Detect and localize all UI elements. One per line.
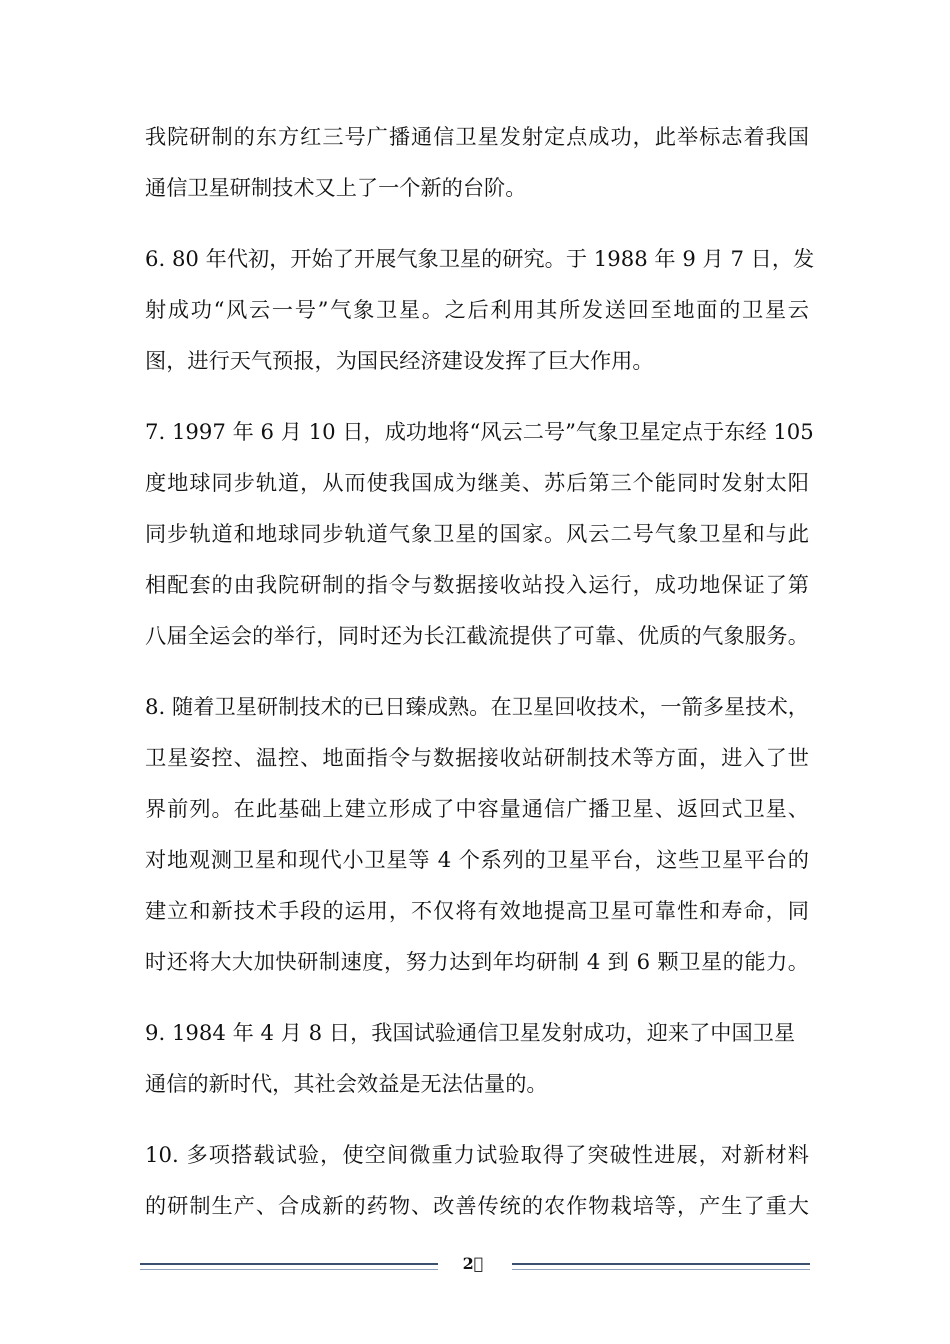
text-line: 7. 1997 年 6 月 10 日，成功地将“风云二号”气象卫星定点于东经 105 — [145, 419, 814, 444]
text-line: 界前列。在此基础上建立形成了中容量通信广播卫星、返回式卫星、 — [145, 796, 809, 821]
text-line: 我院研制的东方红三号广播通信卫星发射定点成功，此举标志着我国 — [145, 124, 809, 149]
paragraph — [145, 681, 809, 987]
footer-rule-right-bottom — [512, 1269, 810, 1270]
footer-rule-left-bottom — [140, 1269, 438, 1270]
text-line: 图，进行天气预报，为国民经济建设发挥了巨大作用。 — [145, 348, 654, 373]
text-line: 时还将大大加快研制速度，努力达到年均研制 4 到 6 颗卫星的能力。 — [145, 949, 809, 974]
text-line: 9. 1984 年 4 月 8 日，我国试验通信卫星发射成功，迎来了中国卫星 — [145, 1020, 796, 1045]
text-line: 6. 80 年代初，开始了开展气象卫星的研究。于 1988 年 9 月 7 日，发 — [145, 246, 815, 271]
text-line: 对地观测卫星和现代小卫星等 4 个系列的卫星平台，这些卫星平台的 — [145, 847, 809, 872]
text-line: 10. 多项搭载试验，使空间微重力试验取得了突破性进展，对新材料 — [145, 1142, 809, 1167]
text-line: 通信卫星研制技术又上了一个新的台阶。 — [145, 175, 527, 200]
footer-rule-left-top — [140, 1263, 438, 1265]
page-footer — [0, 1252, 950, 1292]
paragraph — [145, 233, 815, 386]
text-line: 8. 随着卫星研制技术的已日臻成熟。在卫星回收技术，一箭多星技术， — [145, 694, 809, 719]
document-body — [145, 111, 815, 1231]
page-number: 2  — [462, 1254, 484, 1273]
text-line: 通信的新时代，其社会效益是无法估量的。 — [145, 1071, 548, 1096]
text-line: 同步轨道和地球同步轨道气象卫星的国家。风云二号气象卫星和与此 — [145, 521, 809, 546]
text-line: 的研制生产、合成新的药物、改善传统的农作物栽培等，产生了重大 — [145, 1193, 809, 1218]
text-line: 射成功“风云一号”气象卫星。之后利用其所发送回至地面的卫星云 — [145, 297, 809, 322]
paragraph — [145, 1007, 809, 1109]
text-line: 度地球同步轨道，从而使我国成为继美、苏后第三个能同时发射太阳 — [145, 470, 809, 495]
footer-rule-right-top — [512, 1263, 810, 1265]
paragraph — [145, 406, 814, 661]
text-line: 建立和新技术手段的运用，不仅将有效地提高卫星可靠性和寿命，同 — [145, 898, 809, 923]
paragraph — [145, 111, 809, 213]
text-line: 八届全运会的举行，同时还为长江截流提供了可靠、优质的气象服务。 — [145, 623, 809, 648]
text-line: 卫星姿控、温控、地面指令与数据接收站研制技术等方面，进入了世 — [145, 745, 809, 770]
paragraph — [145, 1129, 809, 1231]
text-line: 相配套的由我院研制的指令与数据接收站投入运行，成功地保证了第 — [145, 572, 809, 597]
